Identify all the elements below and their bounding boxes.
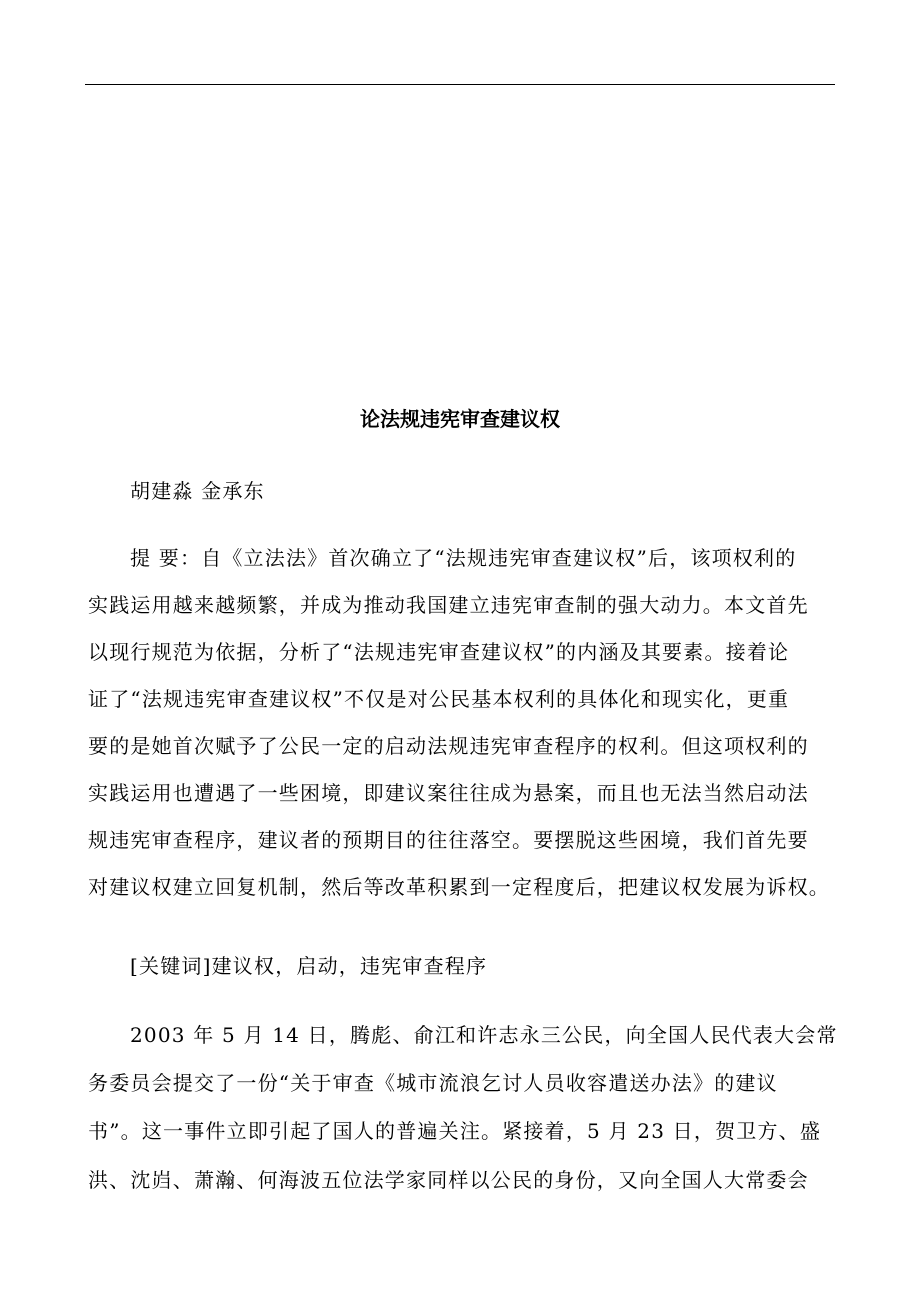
body-line: 2003 年 5 月 14 日，腾彪、俞江和许志永三公民，向全国人民代表大会常 bbox=[130, 1023, 838, 1047]
authors: 胡建淼 金承东 bbox=[130, 479, 265, 503]
abstract-line: 实践运用也遭遇了一些困境，即建议案往往成为悬案，而且也无法当然启动法 bbox=[88, 781, 809, 805]
abstract-line: 实践运用越来越频繁，并成为推动我国建立违宪审查制的强大动力。本文首先 bbox=[88, 593, 809, 617]
body-line: 务委员会提交了一份“关于审查《城市流浪乞讨人员收容遣送办法》的建议 bbox=[88, 1071, 778, 1095]
header-rule bbox=[85, 84, 835, 85]
abstract-line: 对建议权建立回复机制，然后等改革积累到一定程度后，把建议权发展为诉权。 bbox=[88, 875, 830, 899]
keywords: [关键词]建议权，启动，违宪审查程序 bbox=[130, 954, 488, 978]
abstract-line: 以现行规范为依据，分析了“法规违宪审查建议权”的内涵及其要素。接着论 bbox=[88, 640, 790, 664]
body-line: 洪、沈岿、萧瀚、何海波五位法学家同样以公民的身份，又向全国人大常委会 bbox=[88, 1168, 809, 1192]
abstract-line: 规违宪审查程序，建议者的预期目的往往落空。要摆脱这些困境，我们首先要 bbox=[88, 828, 809, 852]
body-line: 书”。这一事件立即引起了国人的普遍关注。紧接着，5 月 23 日，贺卫方、盛 bbox=[88, 1119, 822, 1143]
abstract-line: 证了“法规违宪审查建议权”不仅是对公民基本权利的具体化和现实化，更重 bbox=[88, 687, 790, 711]
abstract-line: 提 要：自《立法法》首次确立了“法规违宪审查建议权”后，该项权利的 bbox=[130, 546, 797, 570]
document-title: 论法规违宪审查建议权 bbox=[360, 407, 560, 431]
abstract-line: 要的是她首次赋予了公民一定的启动法规违宪审查程序的权利。但这项权利的 bbox=[88, 734, 809, 758]
